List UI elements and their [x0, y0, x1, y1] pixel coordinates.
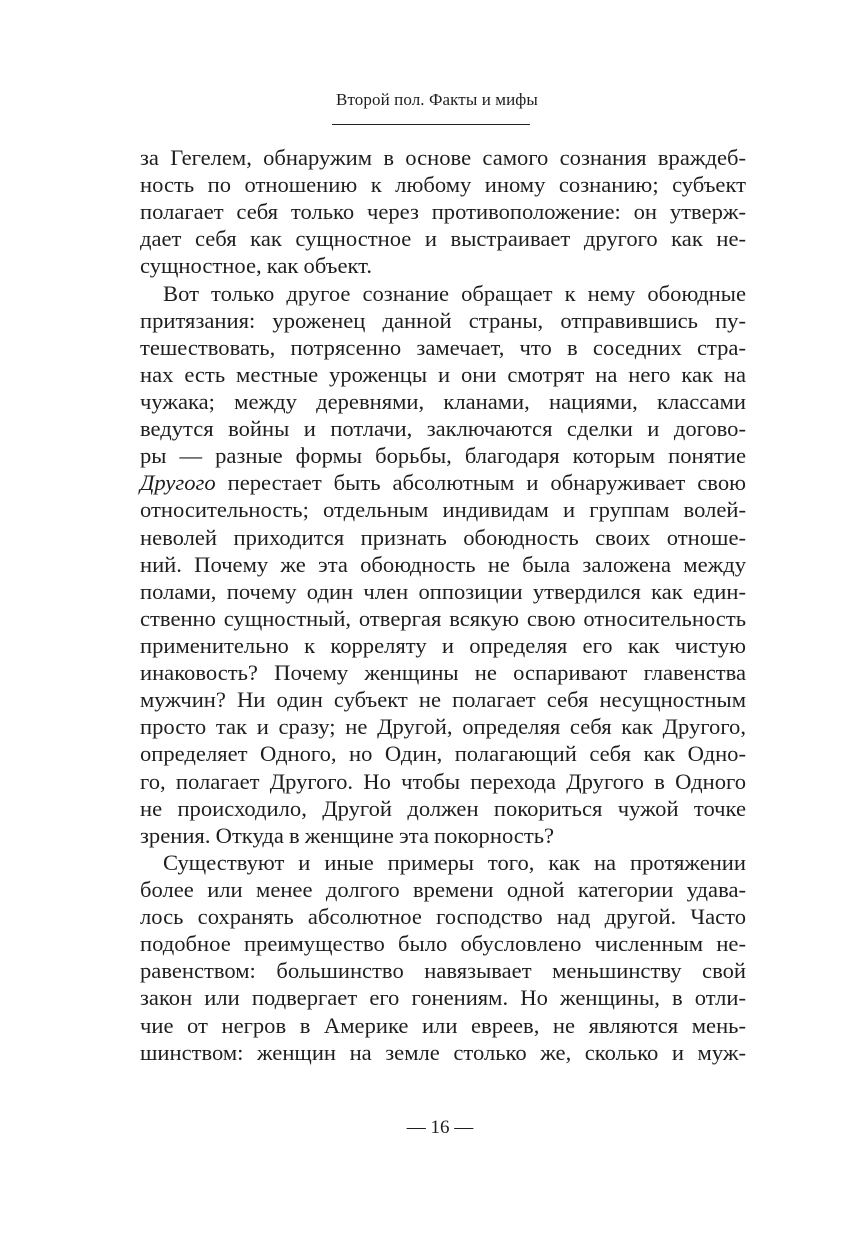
text-line: шинством: женщин на земле столько же, сколько и муж-: [140, 1039, 746, 1065]
text-line: относительность; отдельным индивидам и группам волей-: [140, 497, 746, 523]
text-line: Вот только другое сознание обращает к нему обоюдные: [163, 280, 746, 306]
text-line: не происходило, Другой должен покориться чужой точке: [140, 795, 746, 821]
text-line: нах есть местные уроженцы и они смотрят на него как на: [140, 361, 746, 387]
text-line: определяет Одного, но Один, полагающий себя как Одно-: [140, 741, 746, 767]
text-line: мужчин? Ни один субъект не полагает себя несущностным: [140, 687, 746, 713]
text-line: полагает себя только через противоположение: он утверж-: [140, 199, 746, 225]
text-line: сущностное, как объект.: [140, 253, 372, 279]
text-line: лось сохранять абсолютное господство над другой. Часто: [140, 904, 746, 930]
text-line: чие от негров в Америке или евреев, не являются мень-: [140, 1012, 746, 1038]
text-line: дает себя как сущностное и выстраивает другого как не-: [140, 226, 746, 252]
text-line: ведутся войны и потлачи, заключаются сделки и догово-: [140, 416, 746, 442]
text-line: ний. Почему же эта обоюдность не была заложена между: [140, 551, 746, 577]
text-line: просто так и сразу; не Другой, определяя себя как Другого,: [140, 714, 746, 740]
text-line: инаковость? Почему женщины не оспаривают главенства: [140, 660, 746, 686]
text-line: применительно к корреляту и определяя его как чистую: [140, 632, 746, 658]
text-line: притязания: уроженец данной страны, отправившись пу-: [140, 307, 746, 333]
text-line: ственно сущностный, отвергая всякую свою относительность: [140, 605, 746, 631]
text-line: равенством: большинство навязывает меньшинству свой: [140, 958, 746, 984]
text-line: ры — разные формы борьбы, благодаря которым понятие: [140, 443, 746, 469]
text-line: подобное преимущество было обусловлено численным не-: [140, 931, 746, 957]
text-line: го, полагает Другого. Но чтобы перехода Другого в Одного: [140, 768, 746, 794]
body-text: [140, 144, 746, 1066]
italic-word: Другого: [140, 470, 216, 496]
header-rule: [332, 124, 530, 125]
text-line: Существуют и иные примеры того, как на протяжении: [163, 849, 746, 875]
text-line: за Гегелем, обнаружим в основе самого сознания враждеб-: [140, 145, 746, 170]
text-line: зрения. Откуда в женщине эта покорность?: [140, 822, 555, 848]
running-title: Второй пол. Факты и мифы: [336, 90, 538, 109]
text-line: полами, почему один член оппозиции утвердился как един-: [140, 578, 746, 604]
text-line: закон или подвергает его гонениям. Но женщины, в отли-: [140, 985, 746, 1011]
text-line: неволей приходится признать обоюдность своих отноше-: [140, 524, 746, 550]
text-line: тешествовать, потрясенно замечает, что в соседних стра-: [140, 334, 746, 360]
text-line: ность по отношению к любому иному сознанию; субъект: [140, 172, 746, 198]
text-line: чужака; между деревнями, кланами, нациями, классами: [140, 388, 746, 414]
text-line: [140, 469, 746, 496]
page-number: — 16 —: [406, 1117, 474, 1138]
text-line-rest: перестает быть абсолютным и обнаруживает свою: [215, 470, 746, 496]
text-line: более или менее долгого времени одной категории удава-: [140, 876, 746, 902]
